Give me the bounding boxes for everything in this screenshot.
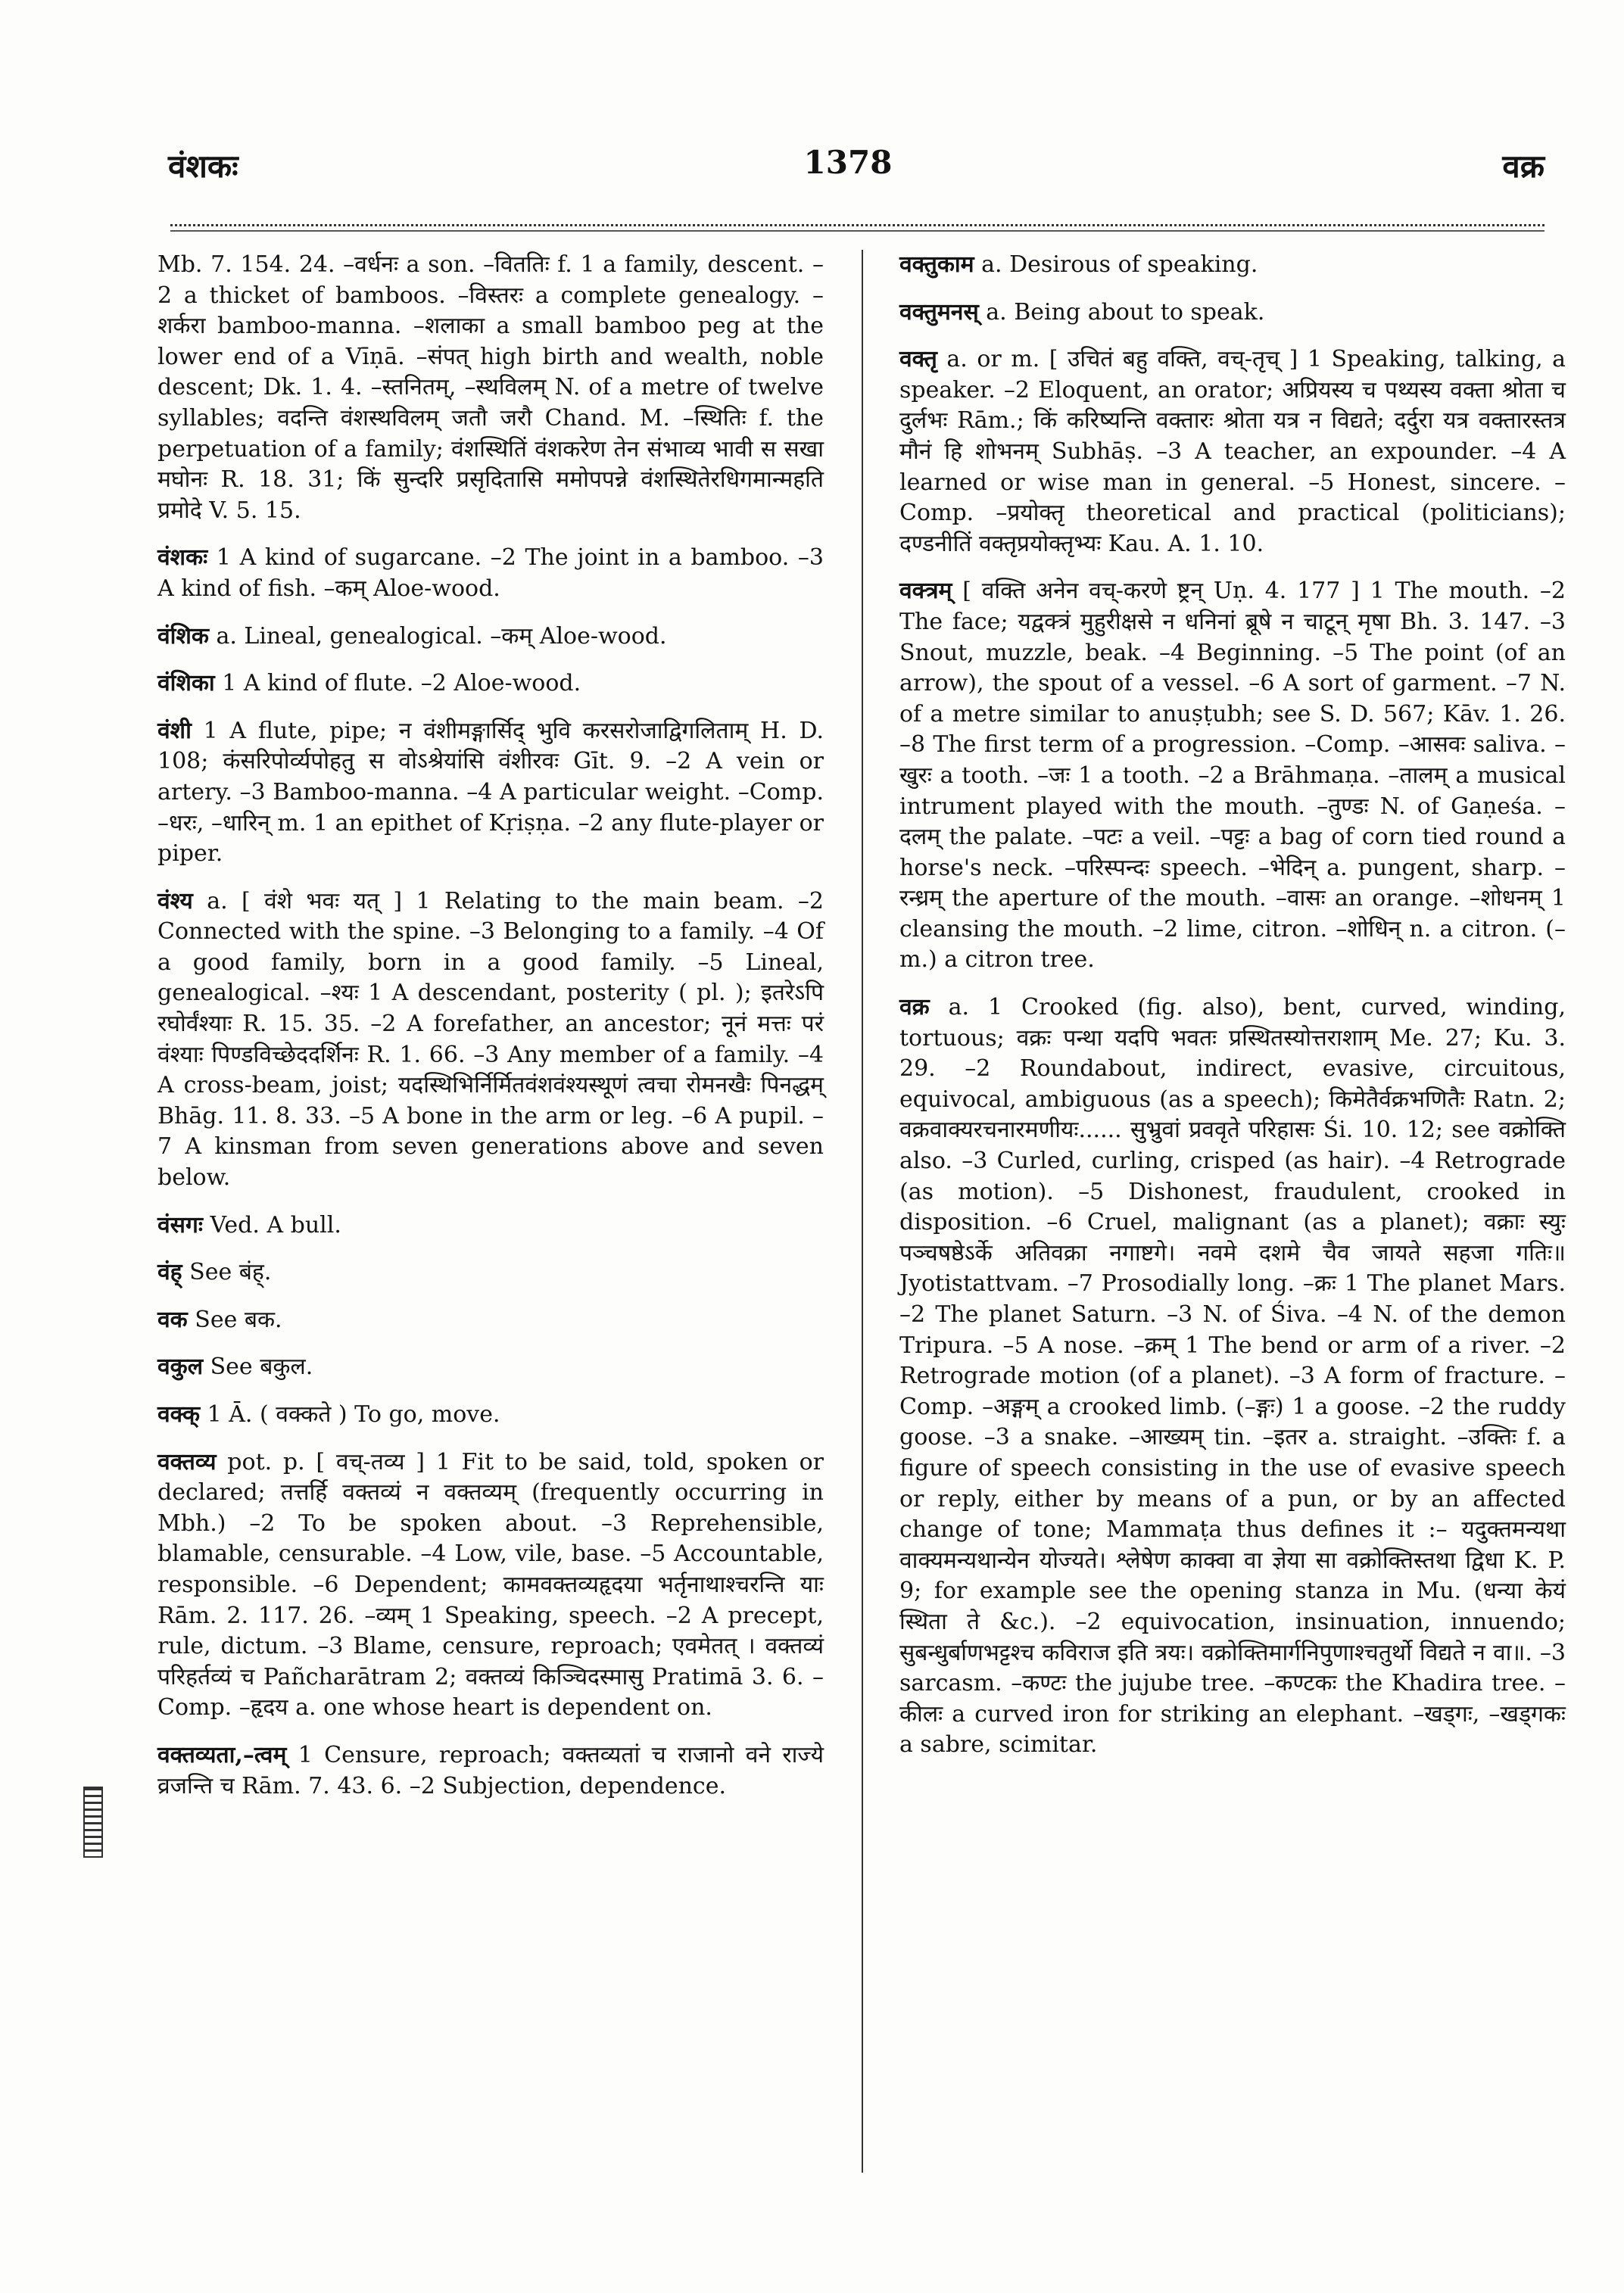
entry-headword: वक्तुमनस् (899, 298, 979, 326)
entry-headword: वक्र (899, 994, 930, 1021)
entry-headword: वक्तव्यता,–त्वम् (157, 1741, 287, 1768)
entry-text: a. Being about to speak. (986, 298, 1265, 326)
guide-word-left: वंशकः (168, 148, 238, 185)
dictionary-entry (899, 344, 1566, 559)
entry-text: pot. p. [ वच्-तव्य ] 1 Fit to be said, told, spoken or declared; तत्तर्हि वक्तव्यं न वक्तव्यम् (frequently occurring in Mbh.) –2 To be spoken about. –3 Reprehensible, blamable, censurable. –4 Low, vile, base. –5 Accountable, responsible. –6 Dependent; कामवक्तव्यहृदया भर्तृनाथाश्चरन्ति याः Rām. 2. 117. 26. –व्यम् 1 Speaking, speech. –2 A precept, rule, dictum. –3 Blame, censure, reproach; एवमेतत् । वक्तव्यं परिहर्तव्यं च Pañcharātram 2; वक्तव्यं किञ्चिदस्मासु Pratimā 3. 6. –Comp. –हृदय a. one whose heart is dependent on. (157, 1448, 824, 1721)
entry-headword: वंह् (157, 1259, 182, 1286)
entry-headword: वक्त्रम् (899, 578, 952, 605)
dictionary-entry (899, 992, 1566, 1761)
entry-text: 1 Ā. ( वक्कते ) To go, move. (207, 1401, 500, 1428)
dictionary-entry (157, 668, 824, 699)
entry-headword: वक (157, 1306, 188, 1333)
entry-text: [ वक्ति अनेन वच्-करणे ष्ट्रन् Uṇ. 4. 177 ] 1 The mouth. –2 The face; यद्वक्त्रं मुहुरीक्षसे न धनिनां ब्रूषे न चाटून् मृषा Bh. 3. 147. –3 Snout, muzzle, beak. –4 Beginning. –5 The point (of an arrow), the spout of a vessel. –6 A sort of garment. –7 N. of a metre similar to anuṣṭubh; see S. D. 567; Kāv. 1. 26. –8 The first term of a progression. –Comp. –आसवः saliva. –खुरः a tooth. –जः 1 a tooth. –2 a Brāhmaṇa. –तालम् a musical intrument played with the mouth. –तुण्डः N. of Gaṇeśa. –दलम् the palate. –पटः a veil. –पट्टः a bag of corn tied round a horse's neck. –परिस्पन्दः speech. –भेदिन् a. pungent, sharp. –रन्ध्रम् the aperture of the mouth. –वासः an orange. –शोधनम् 1 cleansing the mouth. –2 lime, citron. –शोधिन् n. a citron. (–m.) a citron tree. (899, 578, 1566, 974)
dictionary-entry (157, 1740, 824, 1802)
dictionary-entry (899, 250, 1566, 281)
entry-text: 1 A kind of sugarcane. –2 The joint in a bamboo. –3 A kind of fish. –कम् Aloe-wood. (157, 544, 824, 602)
entry-headword: वंशिक (157, 622, 209, 650)
entry-headword: वक्क् (157, 1401, 201, 1428)
dictionary-entry (157, 1447, 824, 1724)
dictionary-entry (157, 1352, 824, 1383)
entry-headword: वंशिका (157, 670, 215, 697)
entry-headword: वक्तृ (899, 346, 937, 373)
dictionary-entry (157, 716, 824, 870)
column-divider (862, 250, 863, 2173)
entry-headword: वक्तव्य (157, 1448, 217, 1475)
entry-text: a. 1 Crooked (fig. also), bent, curved, winding, tortuous; वक्रः पन्था यदपि भवतः प्रस्थितस्योत्तराशाम् Me. 27; Ku. 3. 29. –2 Roundabout, indirect, evasive, circuitous, equivocal, ambiguous (as a speech); किमेतैर्वक्रभणितैः Ratn. 2; वक्रवाक्यरचनारमणीयः...... सुभ्रुवां प्रववृते परिहासः Śi. 10. 12; see वक्रोक्ति also. –3 Curled, curling, crisped (as hair). –4 Retrograde (as motion). –5 Dishonest, fraudulent, crooked in disposition. –6 Cruel, malignant (as a planet); वक्राः स्युः पञ्चषष्ठेऽर्के अतिवक्रा नगाष्टगे। नवमे दशमे चैव जायते सहजा गतिः॥ Jyotistattvam. –7 Prosodially long. –क्रः 1 The planet Mars. –2 The planet Saturn. –3 N. of Śiva. –4 N. of the demon Tripura. –5 A nose. –क्रम् 1 The bend or arm of a river. –2 Retrograde motion (of a planet). –3 A form of fracture. –Comp. –अङ्गम् a crooked limb. (–ङ्गः) 1 a goose. –2 the ruddy goose. –3 a snake. –आख्यम् tin. –इतर a. straight. –उक्तिः f. a figure of speech consisting in the use of evasive speech or reply, either by means of a pun, or by an affected change of tone; Mammaṭa thus defines it :– यदुक्तमन्यथा वाक्यमन्यथान्येन योज्यते। श्लेषेण काक्वा वा ज्ञेया सा वक्रोक्तिस्तथा द्विधा K. P. 9; for example see the opening stanza in Mu. (धन्या केयं स्थिता ते &c.). –2 equivocation, insinuation, innuendo; सुबन्धुर्बाणभट्टश्च कविराज इति त्रयः। वक्रोक्तिमार्गनिपुणाश्चतुर्थो विद्यते न वा॥. –3 sarcasm. –कण्टः the jujube tree. –कण्टकः the Khadira tree. –कीलः a curved iron for striking an elephant. –खड्गः, –खड्गकः a sabre, scimitar. (899, 994, 1566, 1759)
guide-word-right: वक्र (1502, 148, 1545, 185)
header-dotted-rule (170, 224, 1545, 226)
right-column (899, 250, 1566, 1777)
dictionary-entry (157, 543, 824, 604)
entry-headword: वंशकः (157, 544, 208, 572)
dictionary-entry (157, 886, 824, 1194)
margin-ruler-mark (83, 1787, 103, 1858)
dictionary-entry (157, 1400, 824, 1431)
entry-text: See बंह्. (189, 1259, 272, 1286)
page-number: 1378 (803, 144, 893, 181)
entry-headword: वकुल (157, 1354, 204, 1381)
entry-text: Mb. 7. 154. 24. –वर्धनः a son. –विततिः f. 1 a family, descent. –2 a thicket of bamboos. –विस्तरः a complete genealogy. –शर्करा bamboo-manna. –शलाका a small bamboo peg at the lower end of a Vīṇā. –संपत् high birth and wealth, noble descent; Dk. 1. 4. –स्तनितम्, –स्थविलम् N. of a metre of twelve syllables; वदन्ति वंशस्थविलम् जतौ जरौ Chand. M. –स्थितिः f. the perpetuation of a family; वंशस्थितिं वंशकरेण तेन संभाव्य भावी स सखा मघोनः R. 18. 31; किं सुन्दरि प्रसृदितासि ममोपपन्ने वंशस्थितेरधिगमान्महति प्रमोदे V. 5. 15. (157, 251, 824, 524)
entry-text: Ved. A bull. (210, 1211, 341, 1238)
dictionary-entry (899, 298, 1566, 329)
dictionary-entry (157, 1210, 824, 1242)
entry-text: 1 A flute, pipe; न वंशीमङ्गार्सिद् भुवि करसरोजाद्विगलिताम् H. D. 108; कंसरिपोर्व्यपोहतु स वोऽश्रेयांसि वंशीरवः Gīt. 9. –2 A vein or artery. –3 Bamboo-manna. –4 A particular weight. –Comp. –धरः, –धारिन् m. 1 an epithet of Kṛiṣṇa. –2 any flute-player or piper. (157, 717, 824, 868)
dictionary-entry (157, 250, 824, 526)
entry-headword: वंशी (157, 717, 192, 744)
dictionary-entry (899, 576, 1566, 976)
header-rule (170, 230, 1545, 232)
entry-text: a. Desirous of speaking. (981, 251, 1258, 278)
entry-text: 1 A kind of flute. –2 Aloe-wood. (222, 670, 581, 697)
entry-text: 1 Censure, reproach; वक्तव्यतां च राजानो वने राज्ये व्रजन्ति च Rām. 7. 43. 6. –2 Subjection, dependence. (157, 1741, 824, 1799)
entry-headword: वंश्य (157, 887, 193, 914)
page-header (151, 144, 1545, 212)
entry-headword: वक्तुकाम (899, 251, 974, 278)
dictionary-entry (157, 1305, 824, 1336)
entry-text: a. or m. [ उचितं बहु वक्ति, वच्-तृच् ] 1 Speaking, talking, a speaker. –2 Eloquent, an orator; अप्रियस्य च पथ्यस्य वक्ता श्रोता च दुर्लभः Rām.; किं करिष्यन्ति वक्तारः श्रोता यत्र न विद्यते; दर्दुरा यत्र वक्तारस्तत्र मौनं हि शोभनम् Subhāṣ. –3 A teacher, an expounder. –4 A learned or wise man in general. –5 Honest, sincere. –Comp. –प्रयोक्तृ theoretical and practical (politicians); दण्डनीतिं वक्तृप्रयोक्तृभ्यः Kau. A. 1. 10. (899, 346, 1566, 557)
entry-text: a. Lineal, genealogical. –कम् Aloe-wood. (216, 622, 667, 650)
dictionary-entry (157, 622, 824, 653)
entry-text: a. [ वंशे भवः यत् ] 1 Relating to the main beam. –2 Connected with the spine. –3 Belonging to a family. –4 Of a good family, born in a good family. –5 Lineal, genealogical. –श्यः 1 A descendant, posterity ( pl. ); इतरेऽपि रघोर्वंश्याः R. 15. 35. –2 A forefather, an ancestor; नूनं मत्तः परं वंश्याः पिण्डविच्छेददर्शिनः R. 1. 66. –3 Any member of a family. –4 A cross-beam, joist; यदस्थिभिर्निर्मितवंशवंश्यस्थूणं त्वचा रोमनखैः पिनद्धम् Bhāg. 11. 8. 33. –5 A bone in the arm or leg. –6 A pupil. –7 A kinsman from seven generations above and seven below. (157, 887, 824, 1192)
left-column (157, 250, 824, 1818)
entry-text: See बक. (195, 1306, 282, 1333)
dictionary-entry (157, 1257, 824, 1288)
entry-text: See बकुल. (210, 1354, 313, 1381)
entry-headword: वंसगः (157, 1211, 203, 1238)
